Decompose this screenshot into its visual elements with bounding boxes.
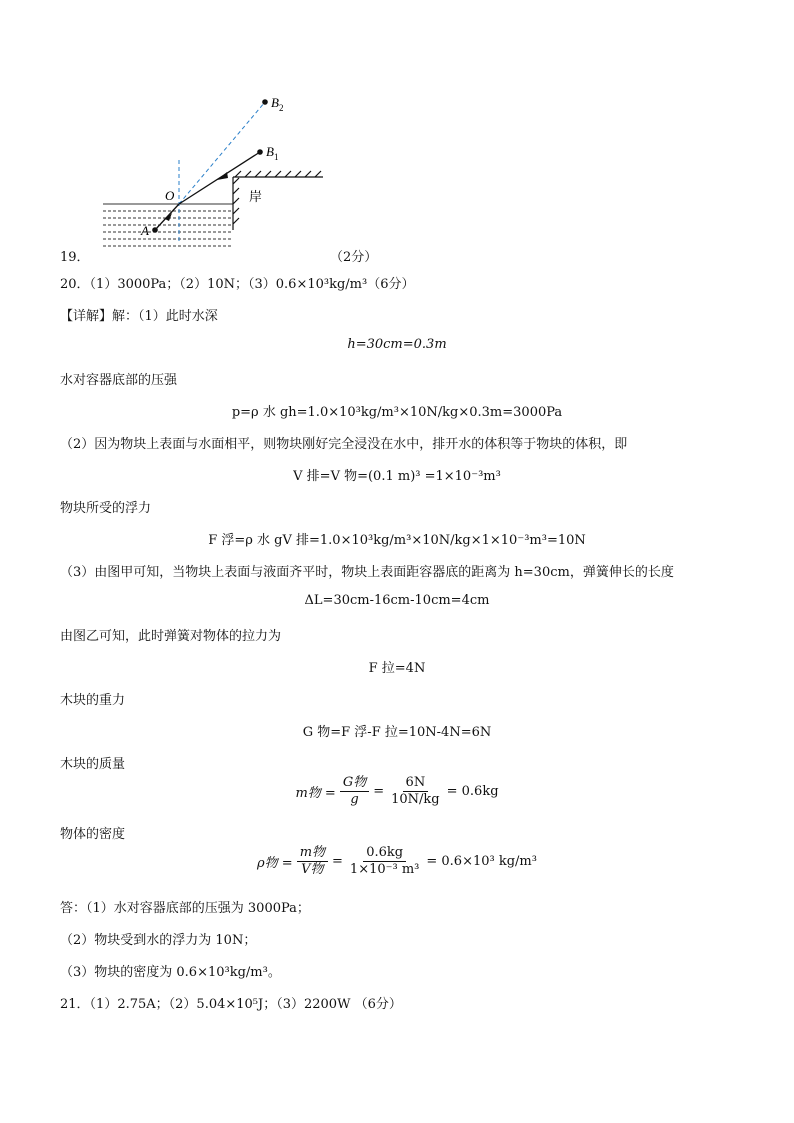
refraction-diagram <box>95 92 330 252</box>
virtual-ray <box>179 102 265 204</box>
label-b2: $B_2$ <box>271 95 284 113</box>
shore <box>233 171 323 230</box>
eq-v: V 排=V 物=(0.1 m)³ =1×10⁻³m³ <box>293 469 501 484</box>
text-part3: （3）由图甲可知，当物块上表面与液面齐平时，物块上表面距容器底的距离为 h=30cm，弹簧伸长的长度 <box>60 565 674 580</box>
point-a <box>152 227 158 233</box>
q19-score: （2分） <box>330 250 378 265</box>
arrow-b1-o <box>217 172 228 180</box>
text-pressure: 水对容器底部的压强 <box>60 373 178 388</box>
eq-g: G 物=F 浮-F 拉=10N-4N=6N <box>302 725 492 740</box>
answer-3: （3）物块的密度为 0.6×10³kg/m³。 <box>60 965 281 980</box>
arrow-o-a <box>165 213 172 221</box>
eq-f-buoy: F 浮=ρ 水 gV 排=1.0×10³kg/m³×10N/kg×1×10⁻³m³=10N <box>208 533 586 548</box>
answer-1: 答：（1）水对容器底部的压强为 3000Pa； <box>60 901 310 916</box>
q20-detail-intro: 【详解】解：（1）此时水深 <box>60 309 218 324</box>
eq-f-pull: F 拉=4N <box>368 661 426 676</box>
q21-header: 21．（1）2.75A；（2）5.04×10⁵J；（3）2200W （6分） <box>60 997 402 1012</box>
q19-number: 19． <box>60 250 90 265</box>
eq-mass: m物 = $\frac{\text{G物}}{g}$ = $\frac{6N}{10N/kg}$ = 0.6kg <box>295 775 499 807</box>
text-pull: 由图乙可知，此时弹簧对物体的拉力为 <box>60 629 282 644</box>
point-b1 <box>257 149 263 155</box>
label-o: O <box>165 188 175 203</box>
text-weight: 木块的重力 <box>60 693 126 708</box>
eq-density: ρ物 = $\frac{\text{m物}}{\text{V物}}$ = $\frac{0.6kg}{\text{1×10⁻³ m³}}$ = 0.6×10³ kg/m³ <box>257 845 537 877</box>
answer-2: （2）物块受到水的浮力为 10N； <box>60 933 257 948</box>
water-lines <box>103 204 233 252</box>
eq-h: h=30cm=0.3m <box>347 337 447 352</box>
point-b2 <box>262 99 268 105</box>
label-a: A <box>141 223 149 238</box>
eq-p: p=ρ 水 gh=1.0×10³kg/m³×10N/kg×0.3m=3000Pa <box>231 405 563 420</box>
text-part2: （2）因为物块上表面与水面相平，则物块刚好完全浸没在水中，排开水的体积等于物块的体积，即 <box>60 437 628 452</box>
text-density: 物体的密度 <box>60 827 126 842</box>
q20-header: 20．（1）3000Pa；（2）10N；（3）0.6×10³kg/m³（6分） <box>60 277 415 292</box>
ray-o-a <box>155 204 179 230</box>
text-buoyancy: 物块所受的浮力 <box>60 501 152 516</box>
eq-delta-l: ΔL=30cm-16cm-10cm=4cm <box>304 593 490 608</box>
label-b1: $B_1$ <box>266 144 279 162</box>
label-shore: 岸 <box>249 190 263 205</box>
text-mass: 木块的质量 <box>60 757 126 772</box>
